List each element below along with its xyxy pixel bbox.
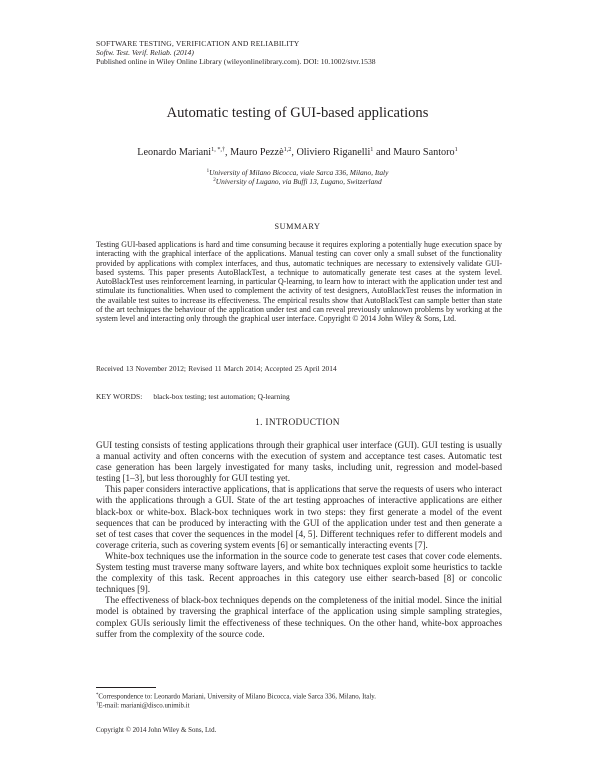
footnote-text: Correspondence to: Leonardo Mariani, University of Milano Bicocca, viale Sarca 336, Milano, Italy. (98, 693, 376, 701)
affiliation (0, 176, 595, 186)
author-affiliation-mark: 1,2 (283, 146, 292, 153)
author-name: Mauro Santoro (393, 147, 455, 158)
footnote-divider (96, 687, 156, 688)
paragraph: GUI testing consists of testing applications through their graphical user interface (GUI). GUI testing is usually a manual activity and often concerns with the execution of system and acceptance test cases. Automatic test case generation has been largely investigated for many tasks, including unit, regression and model-based testing [1–3], but less thoroughly for GUI testing yet. (96, 440, 502, 484)
summary-heading: SUMMARY (274, 222, 321, 231)
author-affiliation-mark: 1, *,† (211, 146, 226, 153)
author-separator: and (373, 147, 394, 158)
affiliation-mark: 2 (213, 178, 216, 183)
journal-published-line: Published online in Wiley Online Library (wileyonlinelibrary.com). DOI: 10.1002/stvr.1538 (96, 57, 376, 66)
affiliation-text: University of Milano Bicocca, viale Sarca 336, Milano, Italy (209, 168, 389, 177)
affiliation-mark: 1 (206, 169, 210, 174)
paragraph: This paper considers interactive applications, that is applications that serve the requests of users who interact with the applications through a GUI. State of the art testing approaches of interactive applications are either black-box or white-box. Black-box techniques work in two steps: they first generate a model of the event sequences that can be produced by interacting with the GUI of the application under test and then generate a set of test cases that cover the sequences in the model [4, 5]. Different techniques refer to different models and coverage criteria, such as covering system events [6] or semantically interacting events [7]. (96, 484, 502, 550)
received-dates: Received 13 November 2012; Revised 11 March 2014; Accepted 25 April 2014 (96, 364, 337, 373)
author-name: Oliviero Riganelli (296, 147, 371, 158)
summary-abstract: Testing GUI-based applications is hard and time consuming because it requires exploring a potentially huge execution space by interacting with the graphical interface of the applications. Manual testing can cover only a small subset of the functionality provided by applications with complex interfaces, and thus, automatic techniques are necessary to extensively validate GUI-based systems. This paper presents AutoBlackTest, a technique to automatically generate test cases at the system level. AutoBlackTest uses reinforcement learning, in particular Q-learning, to learn how to interact with the application under test and stimulate its functionalities. When used to complement the activity of test designers, AutoBlackTest reuses the information in the available test suites to increase its effectiveness. The empirical results show that AutoBlackTest can sample better than state of the art techniques the behaviour of the application under test and can reveal previously unknown problems by working at the system level and interacting only through the graphical user interface. Copyright © 2014 John Wiley & Sons, Ltd. (96, 240, 502, 324)
keywords-list: black-box testing; test automation; Q-learning (153, 392, 290, 401)
author-separator: , (225, 147, 231, 158)
copyright-notice: Copyright © 2014 John Wiley & Sons, Ltd. (96, 727, 217, 734)
journal-name: SOFTWARE TESTING, VERIFICATION AND RELIABILITY (96, 39, 300, 48)
author-affiliation-mark: 1 (454, 146, 458, 153)
author-affiliation-mark: 1 (370, 146, 374, 153)
footnote-text: E-mail: mariani@disco.unimib.it (98, 702, 190, 710)
author-list (0, 143, 595, 159)
footnote-mark: † (96, 702, 99, 707)
author-name: Leonardo Mariani (137, 147, 212, 158)
keywords-label: KEY WORDS: (96, 392, 143, 401)
journal-citation: Softw. Test. Verif. Reliab. (2014) (96, 48, 194, 57)
paragraph: The effectiveness of black-box techniques depends on the completeness of the initial model. Since the initial model is obtained by traversing the graphical interface of the application using simple sampling strategies, complex GUIs seriously limit the effectiveness of these techniques. On the other hand, white-box approaches suffer from the complexity of the source code. (96, 595, 502, 639)
author-name: Mauro Pezzè (230, 147, 284, 158)
paper-title: Automatic testing of GUI-based applications (166, 105, 429, 121)
section-heading: 1. INTRODUCTION (255, 418, 340, 428)
keywords-line (96, 392, 290, 401)
introduction-body (96, 440, 502, 640)
footnote-mark: * (96, 693, 99, 698)
paragraph: White-box techniques use the information in the source code to generate test cases that cover code elements. System testing must traverse many software layers, and white box techniques exploit some heuristics to tackle the complexity of this task. Recent approaches in this category use either search-based [8] or concolic techniques [9]. (96, 550, 502, 595)
footnote (96, 701, 190, 711)
author-separator: , (291, 147, 297, 158)
affiliation-text: University of Lugano, via Buffi 13, Lugano, Switzerland (215, 177, 382, 186)
